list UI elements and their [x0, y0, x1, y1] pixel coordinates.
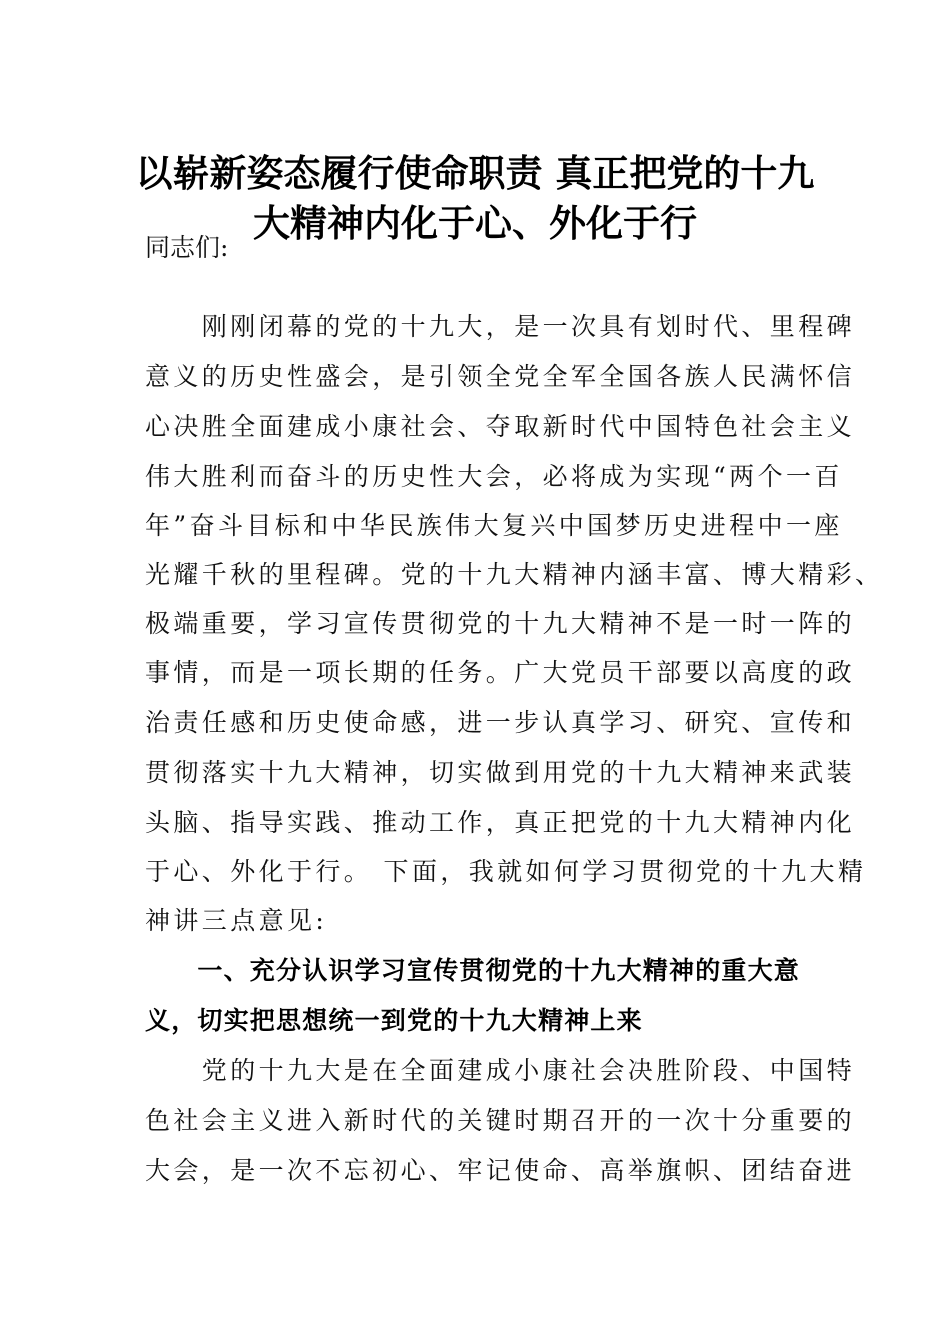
- paragraph-line: 大会，是一次不忘初心、牢记使命、高举旗帜、团结奋进: [145, 1156, 856, 1185]
- paragraph-line: 光耀千秋的里程碑。党的十九大精神内涵丰富、博大精彩、: [145, 560, 884, 589]
- paragraph-line: 神讲三点意见:: [145, 906, 328, 935]
- document-title-line-1: 以崭新姿态履行使命职责 真正把党的十九: [135, 151, 815, 195]
- paragraph-line: 色社会主义进入新时代的关键时期召开的一次十分重要的: [145, 1106, 856, 1135]
- paragraph-line: 年”奋斗目标和中华民族伟大复兴中国梦历史进程中一座: [145, 511, 843, 540]
- section-heading-line: 义，切实把思想统一到党的十九大精神上来: [145, 1006, 643, 1035]
- paragraph-line: 伟大胜利而奋斗的历史性大会，必将成为实现“两个一百: [145, 462, 843, 491]
- section-heading-line: 一、充分认识学习宣传贯彻党的十九大精神的重大意: [145, 956, 801, 985]
- paragraph-line: 头脑、指导实践、推动工作，真正把党的十九大精神内化: [145, 808, 856, 837]
- paragraph-line: 治责任感和历史使命感，进一步认真学习、研究、宣传和: [145, 708, 856, 737]
- paragraph-line: 刚刚闭幕的党的十九大，是一次具有划时代、里程碑: [145, 312, 856, 341]
- paragraph-line: 心决胜全面建成小康社会、夺取新时代中国特色社会主义: [145, 412, 856, 441]
- paragraph-line: 极端重要，学习宣传贯彻党的十九大精神不是一时一阵的: [145, 609, 856, 638]
- paragraph-line: 贯彻落实十九大精神，切实做到用党的十九大精神来武装: [145, 758, 856, 787]
- paragraph-line: 于心、外化于行。 下面，我就如何学习贯彻党的十九大精: [145, 857, 867, 886]
- paragraph-line: 事情，而是一项长期的任务。广大党员干部要以高度的政: [145, 658, 856, 687]
- paragraph-line: 党的十九大是在全面建成小康社会决胜阶段、中国特: [145, 1056, 856, 1085]
- document-title-line-2: 大精神内化于心、外化于行: [253, 201, 697, 245]
- salutation: 同志们:: [145, 233, 229, 262]
- paragraph-line: 意义的历史性盛会，是引领全党全军全国各族人民满怀信: [145, 362, 856, 391]
